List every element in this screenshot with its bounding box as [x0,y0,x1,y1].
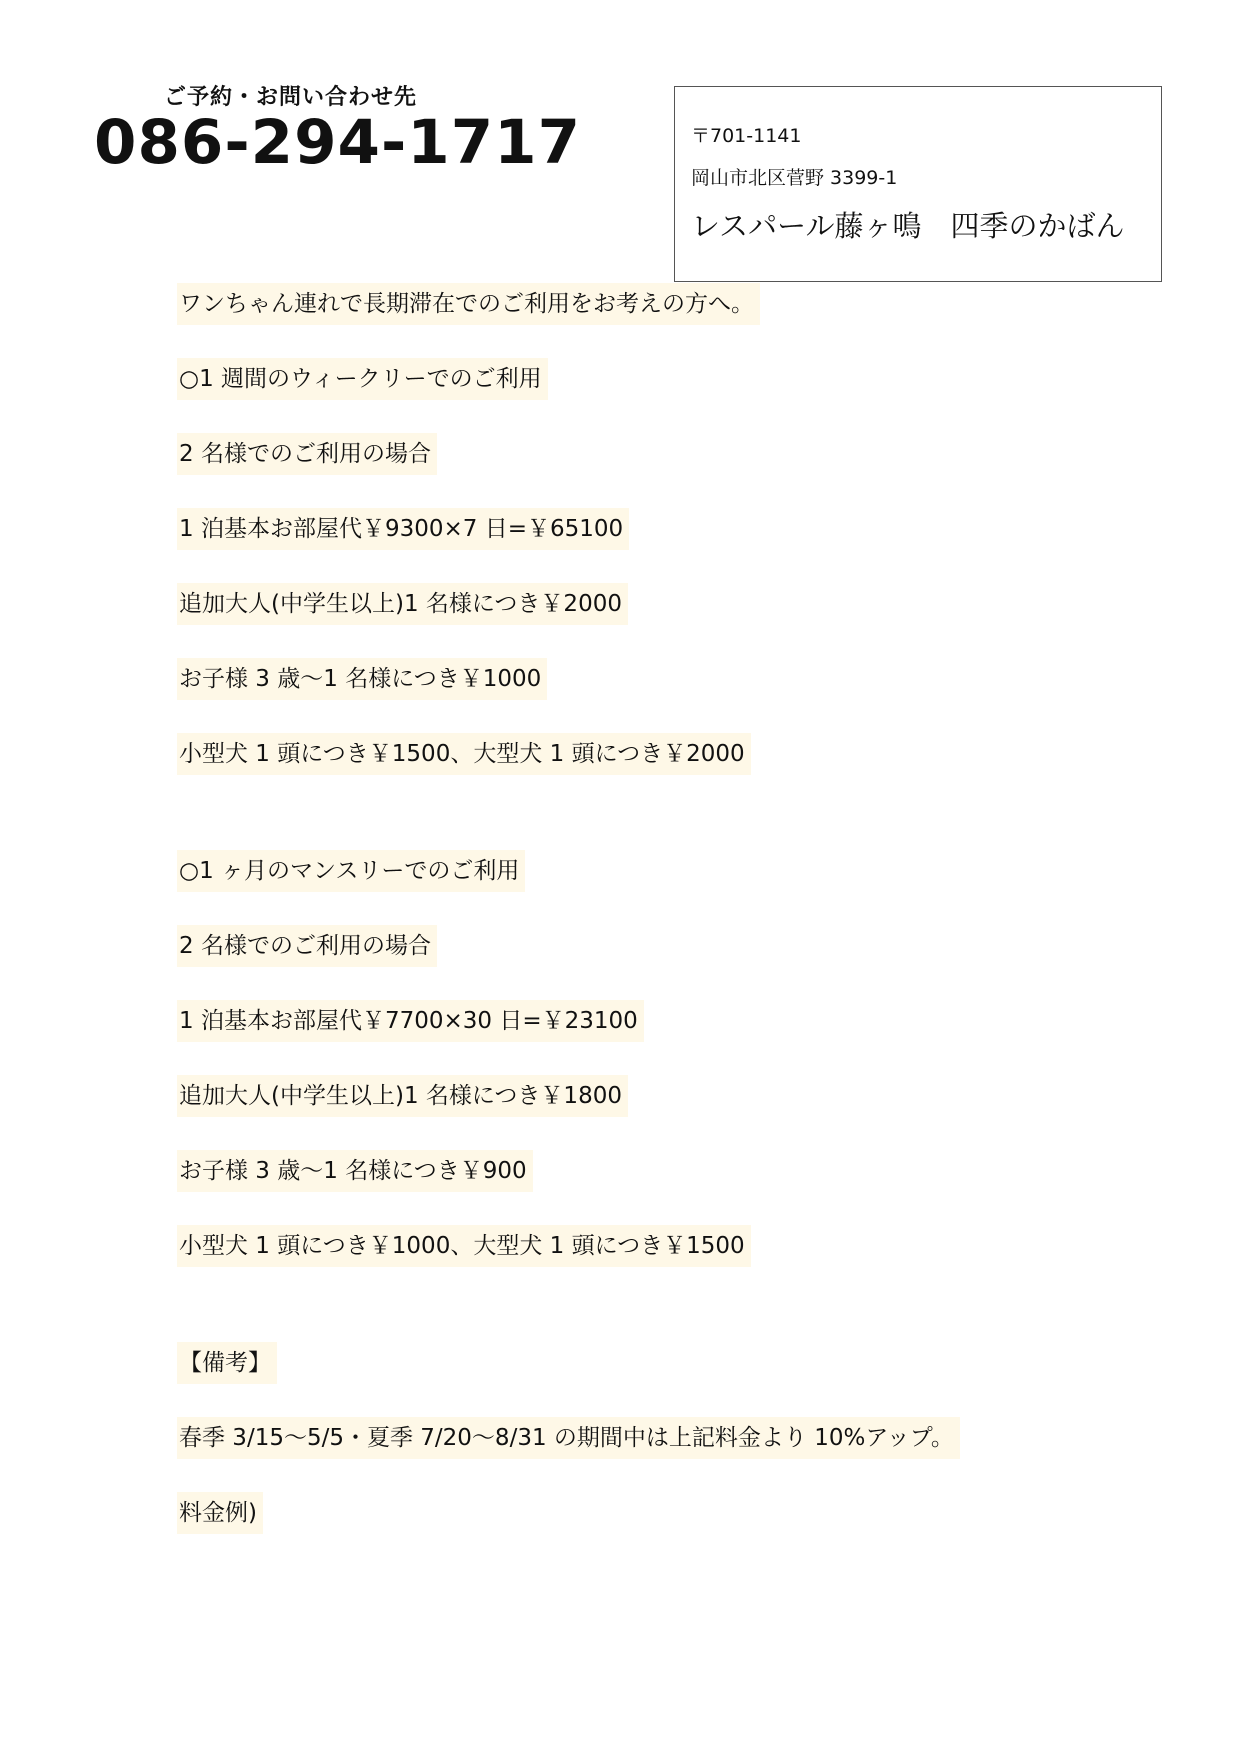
weekly-adult-rate: 追加大人(中学生以上)1 名様につき￥2000 [177,583,628,625]
facility-name: レスパール藤ヶ鳴 四季のかばん [691,209,1125,243]
intro-text: ワンちゃん連れで長期滞在でのご利用をお考えの方へ。 [177,283,760,325]
monthly-dog-rate: 小型犬 1 頭につき￥1000、大型犬 1 頭につき￥1500 [177,1225,751,1267]
phone-number[interactable]: 086-294-1717 [94,107,582,178]
monthly-heading: ○1 ヶ月のマンスリーでのご利用 [177,850,525,892]
weekly-dog-rate: 小型犬 1 頭につき￥1500、大型犬 1 頭につき￥2000 [177,733,751,775]
weekly-base-rate: 1 泊基本お部屋代￥9300×7 日=￥65100 [177,508,629,550]
weekly-case: 2 名様でのご利用の場合 [177,433,437,475]
monthly-base-rate: 1 泊基本お部屋代￥7700×30 日=￥23100 [177,1000,644,1042]
address-box [674,86,1162,282]
notes-heading: 【備考】 [177,1342,277,1384]
postal-code: 〒701-1141 [691,125,802,147]
monthly-adult-rate: 追加大人(中学生以上)1 名様につき￥1800 [177,1075,628,1117]
weekly-child-rate: お子様 3 歳～1 名様につき￥1000 [177,658,547,700]
contact-label: ご予約・お問い合わせ先 [164,85,418,110]
weekly-heading: ○1 週間のウィークリーでのご利用 [177,358,548,400]
price-example-label: 料金例) [177,1492,263,1534]
monthly-child-rate: お子様 3 歳～1 名様につき￥900 [177,1150,533,1192]
season-note: 春季 3/15～5/5・夏季 7/20～8/31 の期間中は上記料金より 10%アップ。 [177,1417,960,1459]
monthly-case: 2 名様でのご利用の場合 [177,925,437,967]
street-address: 岡山市北区菅野 3399-1 [691,167,898,189]
